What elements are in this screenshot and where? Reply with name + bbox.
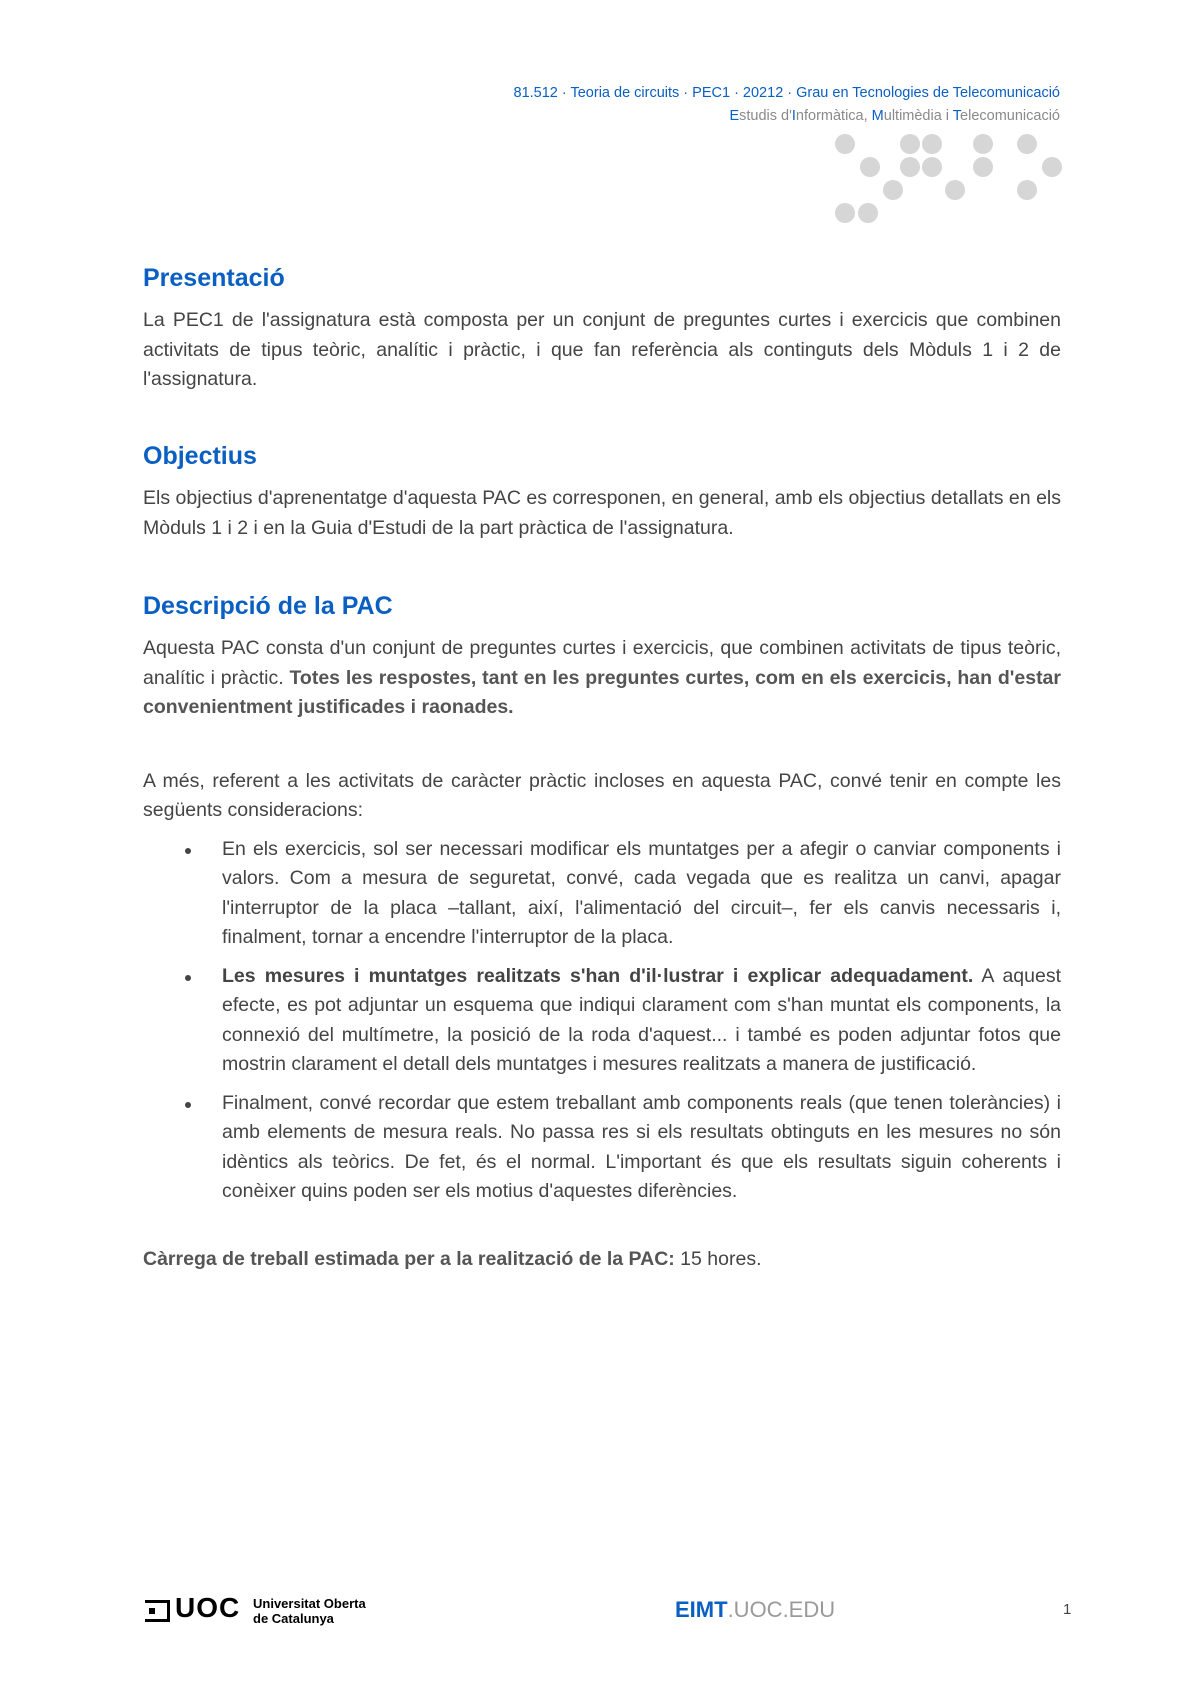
- eimt-logo: EIMT.UOC.EDU: [675, 1597, 836, 1622]
- studies-line: Estudis d'Informàtica, Multimèdia i Telecomunicació: [729, 108, 1060, 124]
- considerations-list: [143, 835, 1061, 1207]
- section-text: La PEC1 de l'assignatura està composta per un conjunt de preguntes curtes i exercicis que combinen activitats de tipus teòric, analític i pràctic, i que fan referència als continguts dels Mòduls 1 i 2 de l'assignatura.: [143, 309, 1061, 390]
- considerations-intro: A més, referent a les activitats de caràcter pràctic incloses en aquesta PAC, convé tenir en compte les següents consideracions:: [143, 769, 1061, 821]
- section-title: Presentació: [143, 264, 285, 292]
- section-text: Els objectius d'aprenentatge d'aquesta PAC es corresponen, en general, amb els objectius detallats en els Mòduls 1 i 2 i en la Guia d'Estudi de la part pràctica de l'assignatura.: [143, 487, 1061, 539]
- workload: Càrrega de treball estimada per a la realització de la PAC: 15 hores.: [143, 1247, 762, 1270]
- uoc-logo-text: UOC: [175, 1592, 241, 1623]
- page-number: 1: [1063, 1601, 1072, 1618]
- course-line: 81.512 · Teoria de circuits · PEC1 · 20212 · Grau en Tecnologies de Telecomunicació: [513, 85, 1060, 101]
- list-item: Les mesures i muntatges realitzats s'han d'il·lustrar i explicar adequadament. A aquest efecte, es pot adjuntar un esquema que indiqui clarament com s'han muntat els components, la connexió del multímetre, la posició de la roda d'aquest... i també es poden adjuntar fotos que mostrin clarament el detall dels muntatges i mesures realitzats a manera de justificació.: [143, 962, 1061, 1080]
- section-text: Aquesta PAC consta d'un conjunt de preguntes curtes i exercicis, que combinen activitats de tipus teòric, analític i pràctic. Totes les respostes, tant en les preguntes curtes, com en els exercicis, han d'estar convenientment justificades i raonades.: [143, 637, 1061, 718]
- section-presentacio: [143, 262, 1061, 395]
- section-title: Objectius: [143, 442, 257, 470]
- section-title: Descripció de la PAC: [143, 592, 393, 620]
- section-descripcio: [143, 590, 1061, 1274]
- uoc-logo-name: Universitat Oberta de Catalunya: [253, 1596, 366, 1626]
- list-item: En els exercicis, sol ser necessari modificar els muntatges per a afegir o canviar components i valors. Com a mesura de seguretat, convé, cada vegada que es realitza un canvi, apagar l'interruptor de la placa –tallant, així, l'alimentació del circuit–, fer els canvis necessaris i, finalment, tornar a encendre l'interruptor de la placa.: [143, 835, 1061, 953]
- page-header: [514, 82, 1060, 128]
- decorative-dots-graphic: [820, 130, 1070, 230]
- section-objectius: [143, 440, 1061, 543]
- list-item: Finalment, convé recordar que estem treballant amb components reals (que tenen toleràncies) i amb elements de mesura reals. No passa res si els resultats obtinguts en les mesures no són idèntics als teòrics. De fet, és el normal. L'important és que els resultats siguin coherents i conèixer quins poden ser els motius d'aquestes diferències.: [143, 1089, 1061, 1207]
